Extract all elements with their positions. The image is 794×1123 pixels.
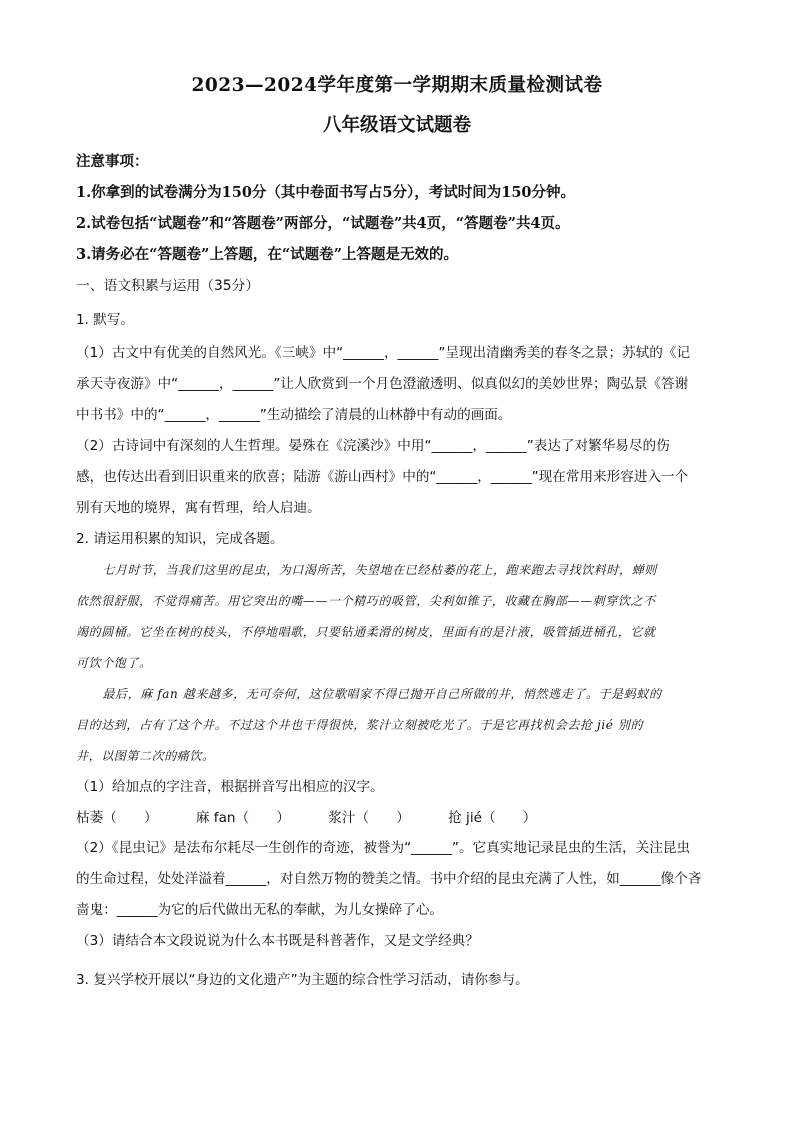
reading-line: 依然很舒服，不觉得痛苦。用它突出的嘴——一个精巧的吸管，尖利如锥子，收藏在胸部——刺穿饮之不 [76,594,656,608]
pinyin-item: 枯萎（ ） [76,810,158,826]
question-1-part-2 [76,431,718,524]
question-3-stem: 3. 复兴学校开展以“身边的文化遗产”为主题的综合性学习活动，请你参与。 [76,972,529,988]
q2-sub2-line: （2）《昆虫记》是法布尔耗尽一生创作的奇迹，被誉为“______”。它真实地记录昆虫的生活，关注昆虫 [76,840,691,856]
notice-label: 注意事项： [76,153,149,170]
question-3 [76,965,718,996]
q1-part2-line: 感，也传达出看到旧识重来的欣喜；陆游《游山西村》中的“______，______”现在常用来形容进入一个 [76,469,689,485]
q2-sub1: （1）给加点的字注音，根据拼音写出相应的汉字。 [76,779,384,795]
question-2 [76,524,718,957]
q1-part2-line: 别有天地的境界，寓有哲理，给人启迪。 [76,500,321,516]
section-heading: 一、语文积累与运用（35分） [76,278,260,294]
notice-item-2: 2.试卷包括“试题卷”和“答题卷”两部分，“试题卷”共4页，“答题卷”共4页。 [76,215,570,232]
exam-subtitle: 八年级语文试题卷 [322,115,471,136]
pinyin-item: 抢 jié（ ） [448,810,537,826]
q1-part2-line: （2）古诗词中有深刻的人生哲理。晏殊在《浣溪沙》中用“______，______”表达了对繁华易尽的伤 [76,438,670,454]
reading-line: 最后，麻 fan 越来越多，无可奈何，这位歌唱家不得已抛开自己所做的井，悄然逃走了。于是蚂蚁的 [102,687,662,701]
reading-line: 可饮个饱了。 [76,656,152,670]
q1-part1-line: 承天寺夜游》中“______，______”让人欣赏到一个月色澄澈透明、似真似幻的美妙世界；陶弘景《答谢 [76,376,689,392]
notice-item-3: 3.请务必在“答题卷”上答题，在“试题卷”上答题是无效的。 [76,246,458,263]
reading-passage [76,555,718,772]
question-1 [76,310,718,524]
pinyin-row [76,803,718,833]
question-1-part-1 [76,338,718,431]
notice-item-1: 1.你拿到的试卷满分为150分（其中卷面书写占5分），考试时间为150分钟。 [76,184,576,201]
question-1-stem: 1. 默写。 [76,312,135,328]
reading-line: 井，以图第二次的痛饮。 [76,749,215,763]
exam-title: 2023—2024学年度第一学期期末质量检测试卷 [191,75,603,96]
reading-line: 七月时节，当我们这里的昆虫，为口渴所苦，失望地在已经枯萎的花上，跑来跑去寻找饮料时，蝉则 [102,563,657,577]
reading-line: 目的达到，占有了这个井。不过这个井也干得很快，浆汁立刻被吃光了。于是它再找机会去抢 jié 别的 [76,718,644,732]
q1-part1-line: 中书书》中的“______，______”生动描绘了清晨的山林静中有动的画面。 [76,407,512,423]
reading-line: 竭的圆桶。它坐在树的枝头，不停地唱歌，只要钻通柔滑的树皮，里面有的是汁液，吸管插进桶孔，它就 [76,625,656,639]
pinyin-item: 麻 fan（ ） [195,810,290,826]
q1-part1-line: （1）古文中有优美的自然风光。《三峡》中“______，______”呈现出清幽秀美的春冬之景；苏轼的《记 [76,345,691,361]
q2-sub3: （3）请结合本文段说说为什么本书既是科普著作，又是文学经典？ [76,933,479,949]
question-2-stem: 2. 请运用积累的知识，完成各题。 [76,531,284,547]
notice-section [76,152,718,265]
q2-sub2-line: 啬鬼：______为它的后代做出无私的奉献，为儿女操碎了心。 [76,902,444,918]
pinyin-item: 浆汁（ ） [328,810,410,826]
q2-sub2-line: 的生命过程，处处洋溢着______，对自然万物的赞美之情。书中介绍的昆虫充满了人性，如______像个吝 [76,871,702,887]
